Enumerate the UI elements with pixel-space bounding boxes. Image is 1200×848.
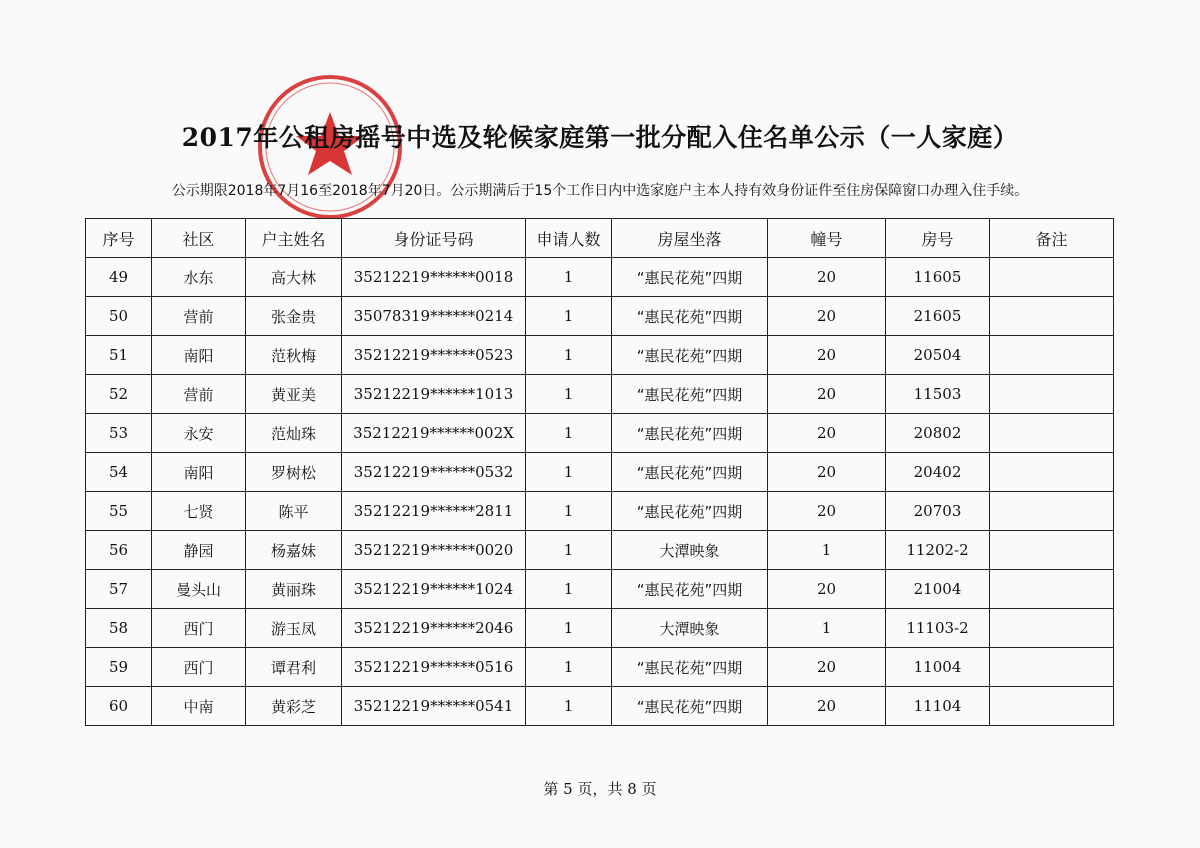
table-cell: 59	[86, 648, 152, 687]
table-cell: 35212219******0018	[342, 258, 526, 297]
table-row	[86, 687, 1114, 726]
table-cell	[990, 453, 1114, 492]
table-cell	[990, 258, 1114, 297]
table-cell: 1	[526, 297, 612, 336]
table-cell: 21605	[886, 297, 990, 336]
table-cell: 1	[768, 609, 886, 648]
table-cell: 大潭映象	[612, 609, 768, 648]
table-cell	[990, 648, 1114, 687]
table-cell: 11503	[886, 375, 990, 414]
table-cell: 11004	[886, 648, 990, 687]
header-cell: 备注	[990, 219, 1114, 258]
table-cell: 南阳	[152, 453, 246, 492]
table-cell: 大潭映象	[612, 531, 768, 570]
table-cell: 营前	[152, 297, 246, 336]
table-cell: 范灿珠	[246, 414, 342, 453]
table-cell: 罗树松	[246, 453, 342, 492]
table-header-row	[86, 219, 1114, 258]
table-cell: 20402	[886, 453, 990, 492]
table-cell: 游玉凤	[246, 609, 342, 648]
table-cell: 1	[526, 492, 612, 531]
table-cell: 1	[526, 375, 612, 414]
header-cell: 户主姓名	[246, 219, 342, 258]
table-cell: 20	[768, 375, 886, 414]
table-row	[86, 453, 1114, 492]
table-cell: 1	[526, 414, 612, 453]
table-cell: “惠民花苑”四期	[612, 258, 768, 297]
table-cell: 52	[86, 375, 152, 414]
table-cell: “惠民花苑”四期	[612, 297, 768, 336]
table-cell: 20	[768, 336, 886, 375]
table-row	[86, 336, 1114, 375]
table-cell: 高大林	[246, 258, 342, 297]
page-title: 2017年公租房摇号中选及轮候家庭第一批分配入住名单公示（一人家庭）	[181, 123, 1019, 152]
table-cell: 1	[526, 609, 612, 648]
table-row	[86, 531, 1114, 570]
table-row	[86, 258, 1114, 297]
table-cell: 20504	[886, 336, 990, 375]
table-cell: 20	[768, 414, 886, 453]
table-cell: 35212219******1024	[342, 570, 526, 609]
table-cell: “惠民花苑”四期	[612, 375, 768, 414]
table-cell: “惠民花苑”四期	[612, 570, 768, 609]
table-cell	[990, 375, 1114, 414]
table-cell: 35212219******0532	[342, 453, 526, 492]
table-cell: 范秋梅	[246, 336, 342, 375]
table-cell: 20	[768, 648, 886, 687]
table-cell: “惠民花苑”四期	[612, 414, 768, 453]
table-cell: 1	[526, 531, 612, 570]
table-cell	[990, 336, 1114, 375]
table-cell: 35212219******0523	[342, 336, 526, 375]
table-row	[86, 492, 1114, 531]
table-cell: 1	[526, 453, 612, 492]
table-cell	[990, 492, 1114, 531]
header-cell: 身份证号码	[342, 219, 526, 258]
header-cell: 房号	[886, 219, 990, 258]
header-cell: 序号	[86, 219, 152, 258]
table-cell: “惠民花苑”四期	[612, 453, 768, 492]
table-cell: 57	[86, 570, 152, 609]
table-cell: 南阳	[152, 336, 246, 375]
table-cell: 中南	[152, 687, 246, 726]
notice-text: 公示期限2018年7月16至2018年7月20日。公示期满后于15个工作日内中选家庭户主本人持有效身份证件至住房保障窗口办理入住手续。	[171, 183, 1029, 199]
table-cell: 1	[526, 258, 612, 297]
page-number: 第 5 页，共 8 页	[543, 780, 657, 798]
table-cell: 1	[526, 570, 612, 609]
table-cell: “惠民花苑”四期	[612, 336, 768, 375]
table-cell: 35212219******1013	[342, 375, 526, 414]
table-cell: 张金贵	[246, 297, 342, 336]
table-cell	[990, 609, 1114, 648]
table-cell: 11103-2	[886, 609, 990, 648]
table-cell: 35212219******2046	[342, 609, 526, 648]
table-cell: 35212219******0020	[342, 531, 526, 570]
table-cell: 58	[86, 609, 152, 648]
table-row	[86, 609, 1114, 648]
header-cell: 社区	[152, 219, 246, 258]
table-cell: 35212219******0541	[342, 687, 526, 726]
table-cell: 20802	[886, 414, 990, 453]
table-cell: 35078319******0214	[342, 297, 526, 336]
table-cell: 西门	[152, 648, 246, 687]
table-cell	[990, 414, 1114, 453]
table-cell: 49	[86, 258, 152, 297]
header-cell: 申请人数	[526, 219, 612, 258]
table-cell: 20	[768, 453, 886, 492]
header-cell: 幢号	[768, 219, 886, 258]
table-cell	[990, 531, 1114, 570]
table-cell: 54	[86, 453, 152, 492]
table-cell: 西门	[152, 609, 246, 648]
table-cell	[990, 297, 1114, 336]
allocation-table	[85, 218, 1114, 726]
table-cell: 营前	[152, 375, 246, 414]
header-cell: 房屋坐落	[612, 219, 768, 258]
table-cell: 21004	[886, 570, 990, 609]
table-cell: 35212219******2811	[342, 492, 526, 531]
table-cell	[990, 687, 1114, 726]
table-cell: 60	[86, 687, 152, 726]
table-cell: 曼头山	[152, 570, 246, 609]
table-cell: “惠民花苑”四期	[612, 492, 768, 531]
table-cell: 黄亚美	[246, 375, 342, 414]
table-cell: 20703	[886, 492, 990, 531]
table-cell: 黄彩芝	[246, 687, 342, 726]
table-cell: 水东	[152, 258, 246, 297]
table-cell: 1	[526, 336, 612, 375]
table-cell: 杨嘉妹	[246, 531, 342, 570]
table-cell: 20	[768, 570, 886, 609]
table-cell: 静园	[152, 531, 246, 570]
table-cell: 七贤	[152, 492, 246, 531]
table-row	[86, 648, 1114, 687]
table-cell: 55	[86, 492, 152, 531]
table-cell: 56	[86, 531, 152, 570]
table-cell: 53	[86, 414, 152, 453]
table-cell: 50	[86, 297, 152, 336]
table-cell: 35212219******002X	[342, 414, 526, 453]
table-cell: 1	[768, 531, 886, 570]
table-cell: 51	[86, 336, 152, 375]
table-cell: 20	[768, 297, 886, 336]
table-row	[86, 414, 1114, 453]
table-cell: “惠民花苑”四期	[612, 687, 768, 726]
table-row	[86, 375, 1114, 414]
table-cell: 35212219******0516	[342, 648, 526, 687]
table-cell	[990, 570, 1114, 609]
table-cell: 11605	[886, 258, 990, 297]
table-cell: 谭君利	[246, 648, 342, 687]
table-cell: 11202-2	[886, 531, 990, 570]
table-cell: 20	[768, 258, 886, 297]
table-cell: 黄丽珠	[246, 570, 342, 609]
table-cell: 11104	[886, 687, 990, 726]
table-cell: 20	[768, 492, 886, 531]
table-cell: 陈平	[246, 492, 342, 531]
table-cell: 1	[526, 687, 612, 726]
table-row	[86, 570, 1114, 609]
table-cell: 永安	[152, 414, 246, 453]
table-cell: “惠民花苑”四期	[612, 648, 768, 687]
table-cell: 1	[526, 648, 612, 687]
table-cell: 20	[768, 687, 886, 726]
table-row	[86, 297, 1114, 336]
